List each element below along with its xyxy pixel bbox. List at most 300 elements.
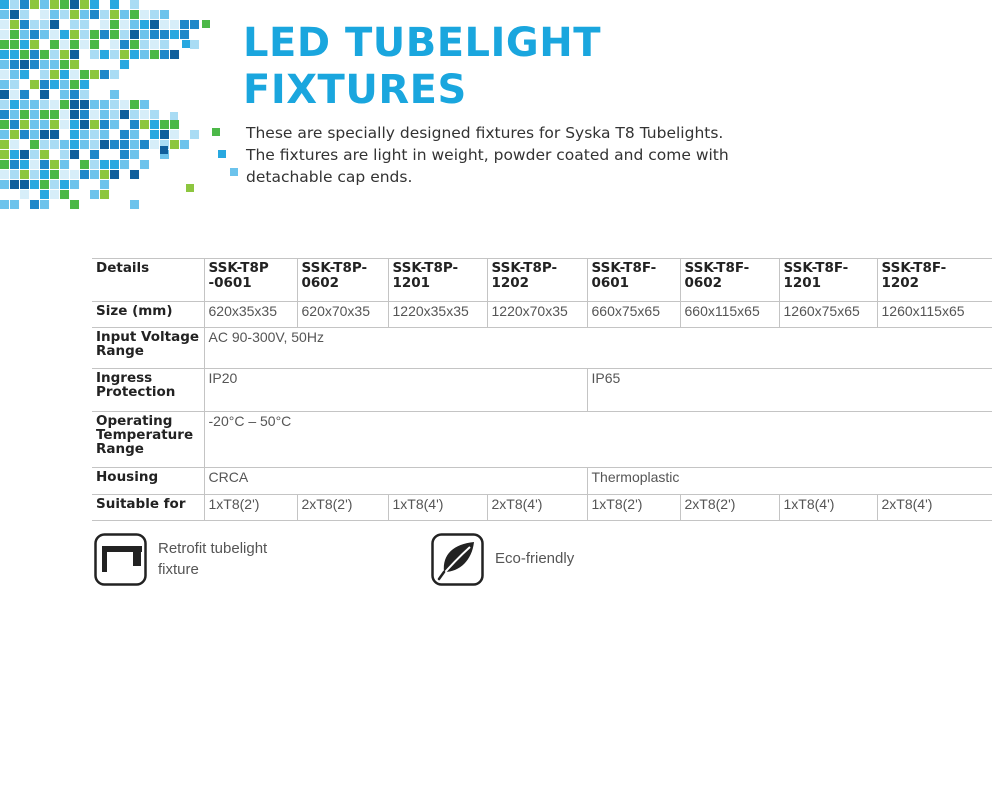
model-suffix: 1202 <box>881 275 920 291</box>
temperature-label-line-3: Range <box>96 441 144 457</box>
temperature-label-line-1: Operating <box>96 413 173 429</box>
mosaic-tile <box>30 10 39 19</box>
mosaic-tile <box>130 40 139 49</box>
model-suffix: 1201 <box>392 275 431 291</box>
mosaic-tile <box>30 20 39 29</box>
mosaic-tile <box>120 100 129 109</box>
mosaic-tile <box>212 128 220 136</box>
intro-line-1: These are specially designed fixtures for Syska T8 Tubelights. <box>246 124 724 142</box>
mosaic-tile <box>20 70 29 79</box>
temperature-value: -20°C – 50°C <box>204 412 992 468</box>
mosaic-tile <box>30 180 39 189</box>
mosaic-tile <box>120 140 129 149</box>
model-name: SSK-T8P- <box>392 260 459 276</box>
mosaic-tile <box>140 160 149 169</box>
mosaic-tile <box>30 30 39 39</box>
mosaic-tile <box>10 160 19 169</box>
mosaic-tile <box>70 70 79 79</box>
mosaic-tile <box>140 10 149 19</box>
mosaic-tile <box>40 60 49 69</box>
mosaic-tile <box>80 70 89 79</box>
mosaic-tile <box>100 10 109 19</box>
mosaic-tile <box>60 110 69 119</box>
mosaic-tile <box>80 110 89 119</box>
mosaic-tile <box>60 180 69 189</box>
mosaic-tile <box>130 110 139 119</box>
mosaic-tile <box>170 30 179 39</box>
mosaic-tile <box>60 150 69 159</box>
mosaic-tile <box>40 70 49 79</box>
mosaic-tile <box>150 50 159 59</box>
mosaic-tile <box>50 170 59 179</box>
mosaic-tile <box>110 30 119 39</box>
mosaic-tile <box>150 140 159 149</box>
mosaic-tile <box>0 80 9 89</box>
mosaic-tile <box>40 140 49 149</box>
model-suffix: 0601 <box>591 275 630 291</box>
mosaic-tile <box>170 112 178 120</box>
mosaic-tile <box>190 20 199 29</box>
mosaic-tile <box>60 70 69 79</box>
suitable-label: Suitable for <box>96 496 186 512</box>
mosaic-tile <box>80 0 89 9</box>
suitable-value: 1xT8(2') <box>587 495 680 521</box>
mosaic-tile <box>30 40 39 49</box>
mosaic-tile <box>20 170 29 179</box>
mosaic-tile <box>90 0 99 9</box>
mosaic-tile <box>90 40 99 49</box>
suitable-value: 1xT8(2') <box>204 495 297 521</box>
mosaic-tile <box>182 40 190 48</box>
mosaic-tile <box>40 180 49 189</box>
model-cell <box>487 259 587 302</box>
mosaic-tile <box>20 50 29 59</box>
mosaic-tile <box>60 60 69 69</box>
mosaic-tile <box>10 0 19 9</box>
mosaic-tile <box>30 110 39 119</box>
mosaic-tile <box>10 80 19 89</box>
mosaic-tile <box>110 90 119 99</box>
mosaic-tile <box>180 20 189 29</box>
mosaic-tile <box>120 30 129 39</box>
model-suffix: -0601 <box>208 275 252 291</box>
mosaic-tile <box>120 20 129 29</box>
feature-eco-friendly <box>430 532 574 587</box>
mosaic-tile <box>70 60 79 69</box>
mosaic-tile <box>10 120 19 129</box>
mosaic-tile <box>60 170 69 179</box>
mosaic-tile <box>90 190 99 199</box>
size-value: 620x35x35 <box>204 302 297 328</box>
mosaic-tile <box>120 0 129 9</box>
mosaic-tile <box>20 100 29 109</box>
retrofit-fixture-icon <box>93 532 148 587</box>
mosaic-tile <box>100 170 109 179</box>
pixel-mosaic-graphic <box>0 0 240 215</box>
row-operating-temperature <box>92 412 992 468</box>
mosaic-tile <box>60 100 69 109</box>
mosaic-tile <box>10 40 19 49</box>
mosaic-tile <box>20 40 29 49</box>
mosaic-tile <box>20 190 29 199</box>
mosaic-tile <box>40 110 49 119</box>
mosaic-tile <box>50 60 59 69</box>
voltage-value: AC 90-300V, 50Hz <box>204 328 992 369</box>
mosaic-tile <box>70 50 79 59</box>
mosaic-tile <box>10 60 19 69</box>
intro-paragraph <box>246 122 846 188</box>
mosaic-tile <box>160 10 169 19</box>
mosaic-tile <box>70 130 79 139</box>
mosaic-tile <box>0 150 9 159</box>
mosaic-tile <box>110 160 119 169</box>
eco-label-text: Eco-friendly <box>495 550 575 567</box>
mosaic-tile <box>100 30 109 39</box>
mosaic-tile <box>218 150 226 158</box>
model-name: SSK-T8F- <box>684 260 750 276</box>
mosaic-tile <box>130 120 139 129</box>
mosaic-tile <box>70 120 79 129</box>
mosaic-tile <box>100 160 109 169</box>
mosaic-tile <box>110 120 119 129</box>
mosaic-tile <box>70 200 79 209</box>
mosaic-tile <box>120 160 129 169</box>
mosaic-tile <box>110 110 119 119</box>
mosaic-tile <box>0 50 9 59</box>
mosaic-tile <box>20 30 29 39</box>
model-cell <box>779 259 877 302</box>
mosaic-tile <box>80 100 89 109</box>
mosaic-tile <box>170 20 179 29</box>
mosaic-tile <box>100 20 109 29</box>
mosaic-tile <box>150 40 159 49</box>
mosaic-tile <box>130 50 139 59</box>
mosaic-tile <box>20 130 29 139</box>
model-name: SSK-T8F- <box>881 260 947 276</box>
mosaic-tile <box>90 30 99 39</box>
ingress-label-line-2: Protection <box>96 384 176 400</box>
mosaic-tile <box>50 120 59 129</box>
mosaic-tile <box>20 120 29 129</box>
mosaic-tile <box>50 180 59 189</box>
mosaic-tile <box>170 140 179 149</box>
mosaic-tile <box>110 140 119 149</box>
model-cell <box>388 259 487 302</box>
suitable-value: 2xT8(4') <box>487 495 587 521</box>
mosaic-tile <box>30 130 39 139</box>
intro-line-2: The fixtures are light in weight, powder coated and come with <box>246 146 729 164</box>
row-housing <box>92 468 992 495</box>
model-cell <box>204 259 297 302</box>
mosaic-tile <box>10 70 19 79</box>
mosaic-tile <box>50 30 59 39</box>
mosaic-tile <box>0 70 9 79</box>
mosaic-tile <box>50 10 59 19</box>
mosaic-tile <box>140 50 149 59</box>
mosaic-tile <box>160 120 169 129</box>
mosaic-tile <box>60 0 69 9</box>
mosaic-tile <box>150 110 159 119</box>
mosaic-tile <box>40 40 49 49</box>
mosaic-tile <box>30 170 39 179</box>
mosaic-tile <box>0 90 9 99</box>
mosaic-tile <box>80 50 89 59</box>
mosaic-tile <box>70 110 79 119</box>
row-input-voltage <box>92 328 992 369</box>
size-value: 660x115x65 <box>680 302 779 328</box>
mosaic-tile <box>130 170 139 179</box>
model-name: SSK-T8P <box>208 260 269 276</box>
mosaic-tile <box>30 200 39 209</box>
mosaic-tile <box>120 150 129 159</box>
mosaic-tile <box>0 140 9 149</box>
mosaic-tile <box>20 160 29 169</box>
mosaic-tile <box>80 160 89 169</box>
mosaic-tile <box>40 190 49 199</box>
mosaic-tile <box>80 170 89 179</box>
mosaic-tile <box>0 30 9 39</box>
mosaic-tile <box>160 20 169 29</box>
mosaic-tile <box>60 160 69 169</box>
mosaic-tile <box>110 50 119 59</box>
mosaic-tile <box>30 70 39 79</box>
voltage-label <box>92 328 204 369</box>
mosaic-tile <box>10 200 19 209</box>
temperature-label-line-2: Temperature <box>96 427 194 443</box>
mosaic-tile <box>90 170 99 179</box>
mosaic-tile <box>0 160 9 169</box>
mosaic-tile <box>120 130 129 139</box>
mosaic-tile <box>0 130 9 139</box>
mosaic-tile <box>40 30 49 39</box>
mosaic-tile <box>50 110 59 119</box>
mosaic-tile <box>100 100 109 109</box>
mosaic-tile <box>50 20 59 29</box>
mosaic-tile <box>30 150 39 159</box>
mosaic-tile <box>140 110 149 119</box>
mosaic-tile <box>40 50 49 59</box>
mosaic-tile <box>140 130 149 139</box>
mosaic-tile <box>70 90 79 99</box>
mosaic-tile <box>60 190 69 199</box>
mosaic-tile <box>50 80 59 89</box>
mosaic-tile <box>70 0 79 9</box>
mosaic-tile <box>180 30 189 39</box>
mosaic-tile <box>90 60 99 69</box>
title-line-2: FIXTURES <box>243 67 467 113</box>
mosaic-tile <box>60 10 69 19</box>
mosaic-tile <box>110 10 119 19</box>
mosaic-tile <box>70 170 79 179</box>
size-value: 1220x70x35 <box>487 302 587 328</box>
size-value: 620x70x35 <box>297 302 388 328</box>
model-suffix: 0602 <box>301 275 340 291</box>
mosaic-tile <box>10 90 19 99</box>
mosaic-tile <box>90 160 99 169</box>
intro-line-3: detachable cap ends. <box>246 168 413 186</box>
mosaic-tile <box>170 120 179 129</box>
mosaic-tile <box>30 0 39 9</box>
mosaic-tile <box>10 20 19 29</box>
housing-value-crca: CRCA <box>204 468 587 495</box>
mosaic-tile <box>40 90 49 99</box>
mosaic-tile <box>90 50 99 59</box>
mosaic-tile <box>140 100 149 109</box>
mosaic-tile <box>20 150 29 159</box>
mosaic-tile <box>20 10 29 19</box>
mosaic-tile <box>60 140 69 149</box>
model-suffix: 0602 <box>684 275 723 291</box>
mosaic-tile <box>80 80 89 89</box>
model-name: SSK-T8P- <box>301 260 368 276</box>
mosaic-tile <box>50 50 59 59</box>
mosaic-tile <box>30 50 39 59</box>
mosaic-tile <box>70 40 79 49</box>
mosaic-tile <box>90 150 99 159</box>
mosaic-tile <box>110 0 119 9</box>
mosaic-tile <box>140 40 149 49</box>
model-name: SSK-T8P- <box>491 260 558 276</box>
mosaic-tile <box>10 10 19 19</box>
mosaic-tile <box>100 150 109 159</box>
mosaic-tile <box>50 100 59 109</box>
mosaic-tile <box>120 60 129 69</box>
mosaic-tile <box>40 200 49 209</box>
mosaic-tile <box>20 60 29 69</box>
mosaic-tile <box>30 100 39 109</box>
mosaic-tile <box>70 10 79 19</box>
mosaic-tile <box>40 100 49 109</box>
mosaic-tile <box>40 170 49 179</box>
mosaic-tile <box>60 20 69 29</box>
mosaic-tile <box>70 140 79 149</box>
mosaic-tile <box>40 80 49 89</box>
voltage-label-line-2: Range <box>96 343 144 359</box>
mosaic-tile <box>20 20 29 29</box>
mosaic-tile <box>0 10 9 19</box>
mosaic-tile <box>40 0 49 9</box>
suitable-value: 1xT8(4') <box>388 495 487 521</box>
mosaic-tile <box>80 10 89 19</box>
mosaic-tile <box>60 90 69 99</box>
mosaic-tile <box>0 200 9 209</box>
feature-retrofit <box>93 532 267 587</box>
mosaic-tile <box>0 0 9 9</box>
mosaic-tile <box>90 130 99 139</box>
mosaic-tile <box>160 40 169 49</box>
mosaic-tile <box>0 20 9 29</box>
row-size <box>92 302 992 328</box>
retrofit-label-line-2: fixture <box>158 561 199 578</box>
model-cell <box>877 259 992 302</box>
mosaic-tile <box>80 130 89 139</box>
model-name: SSK-T8F- <box>591 260 657 276</box>
mosaic-tile <box>90 20 99 29</box>
model-name: SSK-T8F- <box>783 260 849 276</box>
mosaic-tile <box>110 100 119 109</box>
mosaic-tile <box>0 40 9 49</box>
mosaic-tile <box>10 180 19 189</box>
mosaic-tile <box>70 20 79 29</box>
row-details <box>92 259 992 302</box>
mosaic-tile <box>20 0 29 9</box>
mosaic-tile <box>100 130 109 139</box>
mosaic-tile <box>90 100 99 109</box>
mosaic-tile <box>190 40 199 49</box>
mosaic-tile <box>60 130 69 139</box>
size-value: 1260x115x65 <box>877 302 992 328</box>
mosaic-tile <box>10 30 19 39</box>
mosaic-tile <box>10 100 19 109</box>
mosaic-tile <box>90 120 99 129</box>
mosaic-tile <box>30 140 39 149</box>
mosaic-tile <box>40 120 49 129</box>
mosaic-tile <box>130 140 139 149</box>
size-value: 1260x75x65 <box>779 302 877 328</box>
mosaic-tile <box>80 40 89 49</box>
mosaic-tile <box>80 140 89 149</box>
mosaic-tile <box>120 110 129 119</box>
mosaic-tile <box>0 180 9 189</box>
suitable-value: 2xT8(2') <box>680 495 779 521</box>
size-value: 660x75x65 <box>587 302 680 328</box>
model-cell <box>587 259 680 302</box>
size-label: Size (mm) <box>96 303 173 319</box>
mosaic-tile <box>140 140 149 149</box>
mosaic-tile <box>70 190 79 199</box>
mosaic-tile <box>140 20 149 29</box>
suitable-value: 1xT8(4') <box>779 495 877 521</box>
mosaic-tile <box>50 190 59 199</box>
mosaic-tile <box>150 130 159 139</box>
mosaic-tile <box>80 150 89 159</box>
mosaic-tile <box>100 0 109 9</box>
mosaic-tile <box>100 120 109 129</box>
mosaic-tile <box>60 120 69 129</box>
suitable-value: 2xT8(2') <box>297 495 388 521</box>
mosaic-tile <box>110 40 119 49</box>
mosaic-tile <box>50 130 59 139</box>
mosaic-tile <box>0 120 9 129</box>
mosaic-tile <box>100 180 109 189</box>
mosaic-tile <box>90 10 99 19</box>
mosaic-tile <box>60 30 69 39</box>
mosaic-tile <box>190 130 199 139</box>
mosaic-tile <box>120 10 129 19</box>
leaf-icon <box>430 532 485 587</box>
mosaic-tile <box>70 150 79 159</box>
mosaic-tile <box>90 140 99 149</box>
mosaic-tile <box>10 150 19 159</box>
mosaic-tile <box>120 40 129 49</box>
mosaic-tile <box>80 20 89 29</box>
mosaic-tile <box>90 90 99 99</box>
mosaic-tile <box>202 20 210 28</box>
mosaic-tile <box>50 140 59 149</box>
mosaic-tile <box>100 110 109 119</box>
ingress-label <box>92 369 204 412</box>
temperature-label <box>92 412 204 468</box>
mosaic-tile <box>20 80 29 89</box>
mosaic-tile <box>20 110 29 119</box>
mosaic-tile <box>0 110 9 119</box>
mosaic-tile <box>40 10 49 19</box>
retrofit-label <box>158 538 267 580</box>
mosaic-tile <box>90 70 99 79</box>
mosaic-tile <box>40 130 49 139</box>
mosaic-tile <box>120 50 129 59</box>
mosaic-tile <box>70 80 79 89</box>
